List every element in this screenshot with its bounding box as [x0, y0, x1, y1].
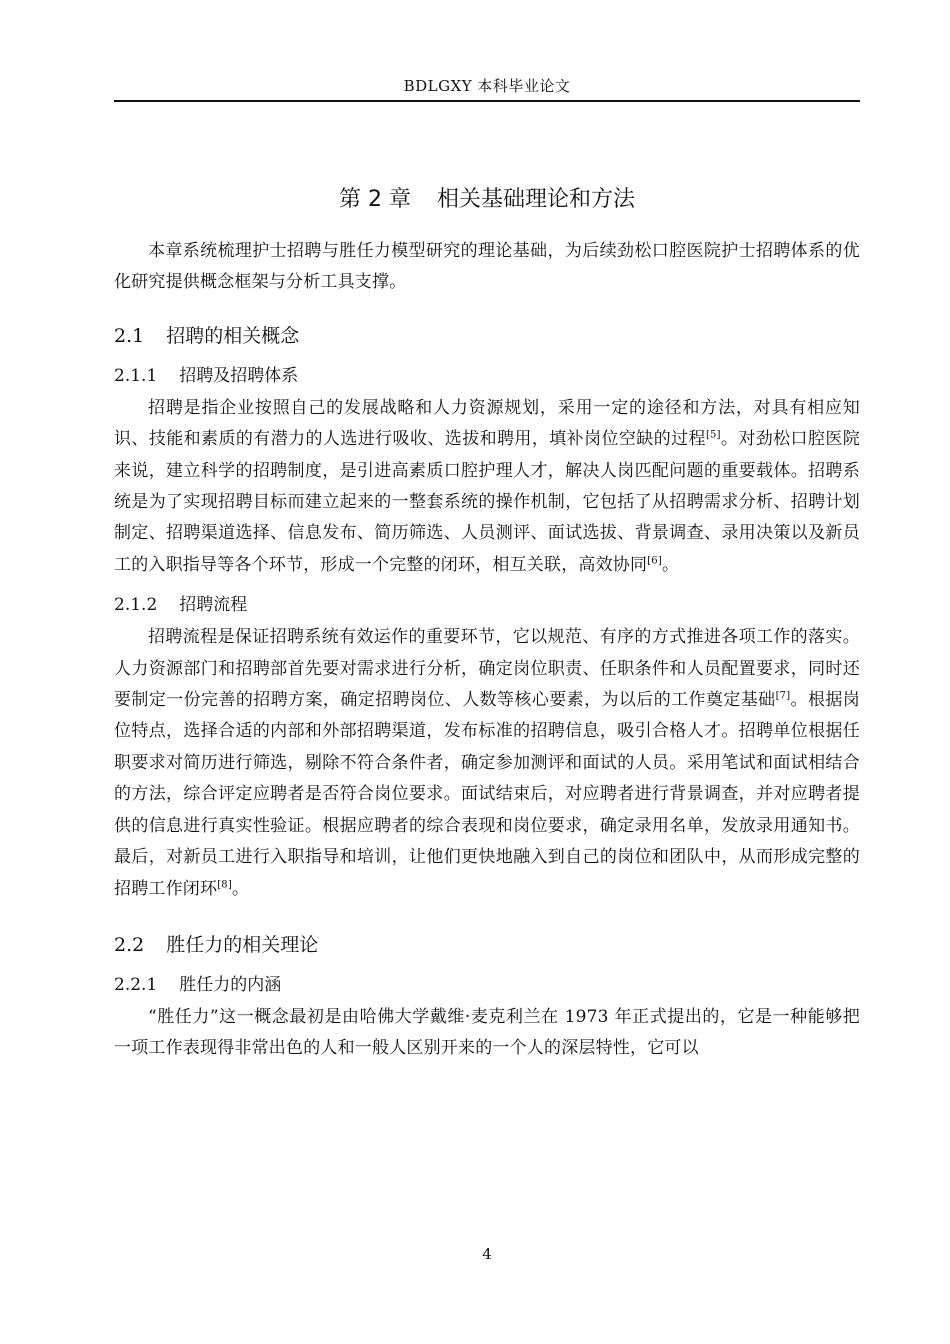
citation-5[interactable]: [5] [705, 429, 721, 441]
page-number: 4 [482, 1245, 492, 1263]
section-2-1-1-heading [114, 362, 860, 390]
section-2-1-2-heading [114, 591, 860, 619]
paragraph-text: 。 [231, 878, 250, 899]
chapter-number: 第 2 章 [339, 186, 411, 212]
section-title: 招聘流程 [179, 595, 248, 616]
chapter-intro-paragraph: 本章系统梳理护士招聘与胜任力模型研究的理论基础，为后续劲松口腔医院护士招聘体系的优化研究提供概念框架与分析工具支撑。 [114, 241, 860, 293]
paragraph-text: 。 [661, 554, 680, 575]
paragraph-recruitment-definition [114, 393, 860, 581]
section-2-2-heading [114, 930, 860, 960]
citation-7[interactable]: [7] [775, 690, 791, 702]
citation-6[interactable]: [6] [647, 555, 662, 567]
section-number: 2.2 [114, 933, 145, 956]
section-number: 2.1.1 [114, 365, 158, 386]
section-title: 胜任力的内涵 [179, 974, 282, 995]
section-2-1-heading [114, 321, 860, 351]
paragraph-text: 。对劲松口腔医院来说，建立科学的招聘制度，是引进高素质口腔护理人才，解决人岗匹配问题的重要载体。招聘系统是为了实现招聘目标而建立起来的一整套系统的操作机制，它包括了从招聘需求分析、招聘计划制定、招聘渠道选择、信息发布、简历筛选、人员测评、面试选拔、背景调查、录用决策以及新员工的入职指导等各个环节，形成一个完整的闭环，相互关联，高效协同 [114, 429, 860, 575]
body-content [114, 236, 860, 1065]
section-title: 胜任力的相关理论 [166, 933, 319, 956]
paragraph-text: 招聘流程是保证招聘系统有效运作的重要环节，它以规范、有序的方式推进各项工作的落实。人力资源部门和招聘部首先要对需求进行分析，确定岗位职责、任职条件和人员配置要求，同时还要制定一份完善的招聘方案，确定招聘岗位、人数等核心要素，为以后的工作奠定基础 [114, 627, 860, 711]
section-number: 2.1 [114, 324, 145, 347]
section-number: 2.1.2 [114, 595, 158, 616]
section-2-2-1-heading [114, 971, 860, 999]
paragraph-competency-definition: “胜任力”这一概念最初是由哈佛大学戴维·麦克利兰在 1973 年正式提出的，它是一种能够把一项工作表现得非常出色的人和一般人区别开来的一个人的深层特性，它可以 [114, 1006, 860, 1059]
citation-8[interactable]: [8] [217, 878, 232, 890]
section-title: 招聘及招聘体系 [179, 365, 299, 386]
section-number: 2.2.1 [114, 974, 158, 995]
paragraph-text: 。根据岗位特点，选择合适的内部和外部招聘渠道，发布标准的招聘信息，吸引合格人才。招聘单位根据任职要求对简历进行筛选，剔除不符合条件者，确定参加测评和面试的人员。采用笔试和面试相结合的方法，综合评定应聘者是否符合岗位要求。面试结束后，对应聘者进行背景调查，并对应聘者提供的信息进行真实性验证。根据应聘者的综合表现和岗位要求，确定录用名单，发放录用通知书。最后，对新员工进行入职指导和培训，让他们更快地融入到自己的岗位和团队中，从而形成完整的招聘工作闭环 [114, 690, 860, 899]
section-title: 招聘的相关概念 [166, 324, 300, 347]
header-rule [114, 100, 860, 102]
running-header: BDLGXY 本科毕业论文 [403, 77, 571, 95]
chapter-title [114, 185, 860, 215]
paragraph-recruitment-process [114, 622, 860, 905]
paragraph-text: 招聘是指企业按照自己的发展战略和人力资源规划，采用一定的途径和方法，对具有相应知识、技能和素质的有潜力的人选进行吸收、选拔和聘用，填补岗位空缺的过程 [114, 397, 860, 450]
chapter-title-text: 相关基础理论和方法 [436, 186, 635, 212]
